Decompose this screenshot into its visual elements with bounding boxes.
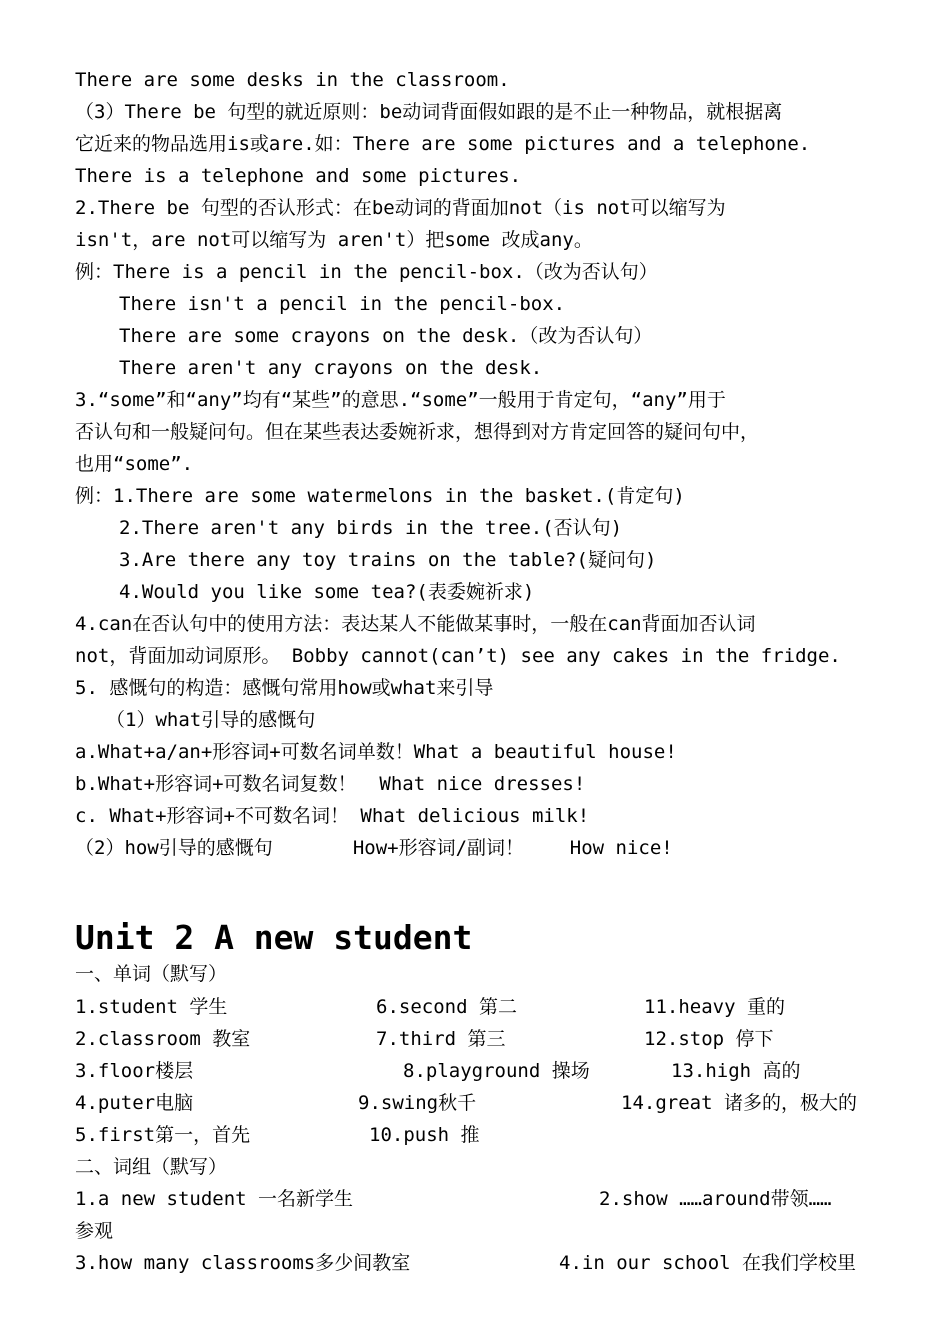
- text-line: 4.Would you like some tea?(表委婉祈求): [119, 581, 535, 603]
- text-line: （1）what引导的感慨句: [106, 709, 316, 731]
- phrase-item: 4.in our school 在我们学校里: [559, 1252, 857, 1274]
- text-line: isn't，are not可以缩写为 aren't）把some 改成any。: [75, 229, 593, 251]
- text-line: There are some crayons on the desk.（改为否认句）: [119, 325, 653, 347]
- word-item: 13.high 高的: [671, 1060, 801, 1082]
- word-item: 10.push 推: [369, 1124, 480, 1146]
- word-item: 7.third 第三: [376, 1028, 506, 1050]
- phrase-item: 3.how many classrooms多少间教室: [75, 1252, 411, 1274]
- phrase-item-continuation: 参观: [75, 1220, 114, 1242]
- text-line: 4.can在否认句中的使用方法：表达某人不能做某事时，一般在can背面加否认词: [75, 613, 756, 635]
- unit-title: Unit 2 A new student: [75, 918, 473, 957]
- text-line: not，背面加动词原形。 Bobby cannot(can’t) see any cakes in the fridge.: [75, 645, 841, 667]
- word-item: 6.second 第二: [376, 996, 517, 1018]
- word-item: 12.stop 停下: [644, 1028, 774, 1050]
- text-line: 也用“some”.: [75, 453, 194, 475]
- text-line: b.What+形容词+可数名词复数！ What nice dresses!: [75, 773, 586, 795]
- text-line: 例：There is a pencil in the pencil-box.（改为否认句）: [75, 261, 658, 283]
- words-heading: 一、单词（默写）: [75, 963, 228, 985]
- text-line: （2）how引导的感慨句 How+形容词/副词！ How nice!: [75, 837, 673, 859]
- text-line: a.What+a/an+形容词+可数名词单数！What a beautiful house!: [75, 741, 677, 763]
- phrases-heading: 二、词组（默写）: [75, 1156, 228, 1178]
- text-line: 5. 感慨句的构造：感慨句常用how或what来引导: [75, 677, 494, 699]
- word-item: 8.playground 操场: [403, 1060, 590, 1082]
- text-line: 2.There be 句型的否认形式：在be动词的背面加not（is not可以缩写为: [75, 197, 726, 219]
- text-line: c. What+形容词+不可数名词！ What delicious milk!: [75, 805, 590, 827]
- text-line: There are some desks in the classroom.: [75, 69, 510, 91]
- word-item: 3.floor楼层: [75, 1060, 194, 1082]
- text-line: 例：1.There are some watermelons in the basket.(肯定句): [75, 485, 685, 507]
- word-item: 9.swing秋千: [358, 1092, 477, 1114]
- text-line: There is a telephone and some pictures.: [75, 165, 522, 187]
- text-line: There aren't any crayons on the desk.: [119, 357, 543, 379]
- text-line: 3.“some”和“any”均有“某些”的意思.“some”一般用于肯定句，“any”用于: [75, 389, 726, 411]
- text-line: 它近来的物品选用is或are.如：There are some pictures and a telephone.: [75, 133, 811, 155]
- word-item: 14.great 诸多的，极大的: [621, 1092, 857, 1114]
- word-item: 1.student 学生: [75, 996, 228, 1018]
- word-item: 4.puter电脑: [75, 1092, 194, 1114]
- text-line: 否认句和一般疑问句。但在某些表达委婉祈求，想得到对方肯定回答的疑问句中，: [75, 421, 760, 443]
- phrase-item: 2.show ……around带领……: [599, 1188, 832, 1210]
- word-item: 11.heavy 重的: [644, 996, 785, 1018]
- text-line: （3）There be 句型的就近原则：be动词背面假如跟的是不止一种物品，就根据离: [75, 101, 783, 123]
- word-item: 2.classroom 教室: [75, 1028, 251, 1050]
- phrase-item: 1.a new student 一名新学生: [75, 1188, 354, 1210]
- word-item: 5.first第一，首先: [75, 1124, 251, 1146]
- text-line: 2.There aren't any birds in the tree.(否认句): [119, 517, 623, 539]
- text-line: There isn't a pencil in the pencil-box.: [119, 293, 566, 315]
- text-line: 3.Are there any toy trains on the table?(疑问句): [119, 549, 657, 571]
